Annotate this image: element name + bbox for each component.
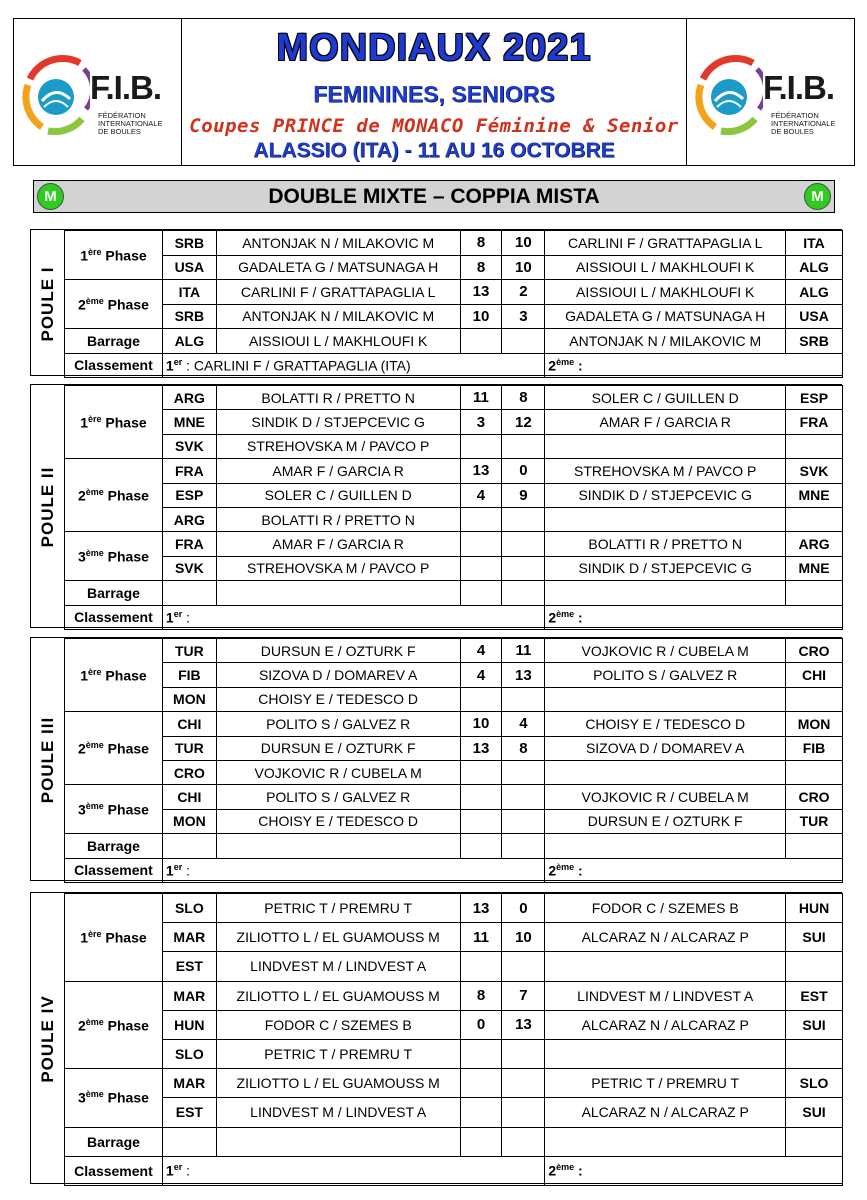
- phase-label: 1ère Phase: [65, 231, 163, 280]
- fib-emblem-icon: [20, 49, 90, 137]
- phase-label: 3ème Phase: [65, 1069, 163, 1127]
- team-1-players: ZILIOTTO L / EL GUAMOUSS M: [216, 923, 460, 952]
- pool-block: [30, 384, 842, 628]
- barrage-label: Barrage: [65, 329, 163, 354]
- team-2-players: AMAR F / GARCIA R: [545, 410, 786, 434]
- team-1-players: [216, 581, 460, 605]
- table-row: [65, 386, 843, 410]
- team-2-score: 10: [502, 923, 545, 952]
- team-1-score: [460, 532, 502, 556]
- table-row: [65, 280, 843, 305]
- team-1-country: ALG: [162, 329, 216, 354]
- team-1-players: POLITO S / GALVEZ R: [216, 712, 460, 736]
- event-title: DOUBLE MIXTE – COPPIA MISTA: [268, 185, 600, 208]
- team-1-score: [460, 1069, 502, 1098]
- second-place: 2ème :: [545, 353, 843, 378]
- team-2-score: 8: [502, 736, 545, 760]
- team-1-country: FRA: [162, 532, 216, 556]
- team-2-score: [502, 507, 545, 531]
- page-subtitle: FEMININES, SENIORS: [313, 81, 555, 107]
- table-row: [65, 255, 843, 280]
- team-2-score: [502, 556, 545, 580]
- team-1-country: SLO: [162, 1039, 216, 1068]
- team-1-country: [162, 581, 216, 605]
- team-1-score: 10: [460, 304, 502, 329]
- team-2-players: VOJKOVIC R / CUBELA M: [545, 785, 786, 809]
- team-1-players: VOJKOVIC R / CUBELA M: [216, 760, 460, 784]
- team-1-score: 4: [460, 483, 502, 507]
- team-1-players: POLITO S / GALVEZ R: [216, 785, 460, 809]
- team-2-players: GADALETA G / MATSUNAGA H: [545, 304, 786, 329]
- team-2-players: DURSUN E / OZTURK F: [545, 809, 786, 833]
- team-2-players: CHOISY E / TEDESCO D: [545, 712, 786, 736]
- team-2-country: [786, 952, 843, 981]
- team-2-score: 0: [502, 894, 545, 923]
- team-1-score: 13: [460, 736, 502, 760]
- table-row: [65, 231, 843, 256]
- team-2-score: 9: [502, 483, 545, 507]
- team-2-players: PETRIC T / PREMRU T: [545, 1069, 786, 1098]
- team-1-country: CHI: [162, 712, 216, 736]
- team-1-score: 8: [460, 981, 502, 1010]
- barrage-label: Barrage: [65, 581, 163, 605]
- team-2-score: 0: [502, 459, 545, 483]
- page-title: MONDIAUX 2021: [276, 27, 592, 69]
- team-2-players: POLITO S / GALVEZ R: [545, 663, 786, 687]
- team-1-score: 3: [460, 410, 502, 434]
- table-row: [65, 663, 843, 687]
- table-row: [65, 1039, 843, 1068]
- fib-logo: [20, 49, 180, 137]
- team-1-players: SIZOVA D / DOMAREV A: [216, 663, 460, 687]
- team-2-players: FODOR C / SZEMES B: [545, 894, 786, 923]
- table-row: [65, 1098, 843, 1127]
- team-1-country: HUN: [162, 1010, 216, 1039]
- team-2-score: [502, 329, 545, 354]
- team-1-country: ARG: [162, 507, 216, 531]
- team-1-country: TUR: [162, 736, 216, 760]
- cup-title: Coupes PRINCE de MONACO Féminine & Senior: [189, 115, 679, 137]
- team-2-score: [502, 687, 545, 711]
- team-1-players: [216, 834, 460, 858]
- team-2-players: SINDIK D / STJEPCEVIC G: [545, 556, 786, 580]
- team-2-players: SIZOVA D / DOMAREV A: [545, 736, 786, 760]
- team-2-country: MNE: [786, 556, 843, 580]
- team-1-players: CHOISY E / TEDESCO D: [216, 809, 460, 833]
- team-1-players: ZILIOTTO L / EL GUAMOUSS M: [216, 1069, 460, 1098]
- location-dates: ALASSIO (ITA) - 11 AU 16 OCTOBRE: [253, 139, 615, 162]
- team-2-players: [545, 434, 786, 458]
- team-2-country: ESP: [786, 386, 843, 410]
- team-2-country: CRO: [786, 785, 843, 809]
- team-2-country: TUR: [786, 809, 843, 833]
- team-1-players: BOLATTI R / PRETTO N: [216, 386, 460, 410]
- team-2-players: LINDVEST M / LINDVEST A: [545, 981, 786, 1010]
- team-1-country: [162, 1127, 216, 1156]
- team-2-players: CARLINI F / GRATTAPAGLIA L: [545, 231, 786, 256]
- pool-label: [31, 230, 64, 377]
- team-2-score: [502, 1098, 545, 1127]
- table-row: [65, 1069, 843, 1098]
- team-1-players: DURSUN E / OZTURK F: [216, 736, 460, 760]
- logo-subtext: FÉDÉRATION INTERNATIONALE DE BOULES: [771, 111, 836, 136]
- team-1-country: [162, 834, 216, 858]
- table-row: [65, 894, 843, 923]
- phase-label: 2ème Phase: [65, 712, 163, 785]
- team-2-players: SOLER C / GUILLEN D: [545, 386, 786, 410]
- team-2-score: 3: [502, 304, 545, 329]
- classement-label: Classement: [65, 353, 163, 378]
- team-2-score: 12: [502, 410, 545, 434]
- table-row: [65, 1010, 843, 1039]
- team-1-score: [460, 834, 502, 858]
- fib-logo: [693, 49, 853, 137]
- team-1-score: 11: [460, 386, 502, 410]
- team-2-country: CHI: [786, 663, 843, 687]
- phase-label: 3ème Phase: [65, 532, 163, 581]
- pool-name: POULE IV: [37, 995, 57, 1083]
- team-1-players: AMAR F / GARCIA R: [216, 459, 460, 483]
- table-row: [65, 923, 843, 952]
- classement-row: [65, 353, 843, 378]
- team-1-score: [460, 1098, 502, 1127]
- team-1-players: ANTONJAK N / MILAKOVIC M: [216, 304, 460, 329]
- team-1-country: EST: [162, 1098, 216, 1127]
- pool-table: [64, 230, 843, 378]
- team-2-score: [502, 434, 545, 458]
- team-2-players: ANTONJAK N / MILAKOVIC M: [545, 329, 786, 354]
- team-2-country: ALG: [786, 255, 843, 280]
- team-2-players: BOLATTI R / PRETTO N: [545, 532, 786, 556]
- team-1-players: BOLATTI R / PRETTO N: [216, 507, 460, 531]
- team-2-country: EST: [786, 981, 843, 1010]
- team-2-score: 4: [502, 712, 545, 736]
- team-2-country: ARG: [786, 532, 843, 556]
- team-1-country: EST: [162, 952, 216, 981]
- m-badge-left-icon: M: [37, 183, 64, 210]
- team-1-players: [216, 1127, 460, 1156]
- team-1-players: PETRIC T / PREMRU T: [216, 894, 460, 923]
- table-row: [65, 507, 843, 531]
- team-1-score: 10: [460, 712, 502, 736]
- table-row: [65, 639, 843, 663]
- team-1-country: SVK: [162, 434, 216, 458]
- table-row: [65, 687, 843, 711]
- first-place: 1er :: [162, 605, 544, 629]
- pool-table: [64, 893, 843, 1186]
- team-2-score: 10: [502, 255, 545, 280]
- team-1-players: FODOR C / SZEMES B: [216, 1010, 460, 1039]
- team-1-players: STREHOVSKA M / PAVCO P: [216, 556, 460, 580]
- table-row: [65, 581, 843, 605]
- team-1-players: LINDVEST M / LINDVEST A: [216, 1098, 460, 1127]
- phase-label: 3ème Phase: [65, 785, 163, 834]
- pool-block: [30, 892, 842, 1184]
- team-1-country: FIB: [162, 663, 216, 687]
- team-1-country: USA: [162, 255, 216, 280]
- team-1-score: [460, 434, 502, 458]
- team-1-score: [460, 581, 502, 605]
- team-2-players: [545, 507, 786, 531]
- team-1-players: AMAR F / GARCIA R: [216, 532, 460, 556]
- team-2-score: [502, 809, 545, 833]
- team-2-country: [786, 687, 843, 711]
- team-1-players: PETRIC T / PREMRU T: [216, 1039, 460, 1068]
- team-1-score: 11: [460, 923, 502, 952]
- pool-block: [30, 229, 842, 376]
- team-2-country: MNE: [786, 483, 843, 507]
- team-1-score: [460, 809, 502, 833]
- team-2-country: FRA: [786, 410, 843, 434]
- header-titles: [182, 19, 686, 165]
- team-1-score: 13: [460, 894, 502, 923]
- team-1-country: MON: [162, 687, 216, 711]
- team-2-country: [786, 760, 843, 784]
- classement-label: Classement: [65, 858, 163, 882]
- team-1-score: 8: [460, 231, 502, 256]
- team-1-country: MAR: [162, 981, 216, 1010]
- team-1-players: ANTONJAK N / MILAKOVIC M: [216, 231, 460, 256]
- team-1-players: AISSIOUI L / MAKHLOUFI K: [216, 329, 460, 354]
- team-2-country: SRB: [786, 329, 843, 354]
- fib-emblem-icon: [693, 49, 763, 137]
- table-row: [65, 459, 843, 483]
- event-banner: [33, 180, 835, 213]
- team-1-country: ESP: [162, 483, 216, 507]
- team-1-players: CARLINI F / GRATTAPAGLIA L: [216, 280, 460, 305]
- phase-label: 2ème Phase: [65, 459, 163, 532]
- table-row: [65, 712, 843, 736]
- phase-label: 1ère Phase: [65, 386, 163, 459]
- team-2-score: [502, 1039, 545, 1068]
- team-1-score: 8: [460, 255, 502, 280]
- pool-table: [64, 638, 843, 883]
- team-2-score: [502, 532, 545, 556]
- table-row: [65, 785, 843, 809]
- team-1-country: MAR: [162, 923, 216, 952]
- team-2-score: 13: [502, 1010, 545, 1039]
- team-1-country: ARG: [162, 386, 216, 410]
- team-2-country: SUI: [786, 923, 843, 952]
- table-row: [65, 532, 843, 556]
- classement-label: Classement: [65, 1156, 163, 1185]
- team-2-country: SUI: [786, 1098, 843, 1127]
- barrage-label: Barrage: [65, 834, 163, 858]
- pool-label: [31, 638, 64, 882]
- classement-row: [65, 1156, 843, 1185]
- team-2-country: [786, 434, 843, 458]
- team-2-players: ALCARAZ N / ALCARAZ P: [545, 1010, 786, 1039]
- pool-name: POULE III: [37, 716, 57, 804]
- table-row: [65, 410, 843, 434]
- team-2-country: SLO: [786, 1069, 843, 1098]
- team-2-players: [545, 687, 786, 711]
- team-1-players: SOLER C / GUILLEN D: [216, 483, 460, 507]
- team-2-players: ALCARAZ N / ALCARAZ P: [545, 1098, 786, 1127]
- classement-row: [65, 858, 843, 882]
- team-2-players: AISSIOUI L / MAKHLOUFI K: [545, 280, 786, 305]
- pool-block: [30, 637, 842, 881]
- team-2-country: FIB: [786, 736, 843, 760]
- team-1-country: CHI: [162, 785, 216, 809]
- header-logo-left: [14, 19, 182, 165]
- table-row: [65, 760, 843, 784]
- team-2-score: 2: [502, 280, 545, 305]
- table-row: [65, 434, 843, 458]
- second-place: 2ème :: [545, 605, 843, 629]
- team-1-players: LINDVEST M / LINDVEST A: [216, 952, 460, 981]
- team-1-score: 13: [460, 459, 502, 483]
- team-2-country: ALG: [786, 280, 843, 305]
- team-2-score: [502, 834, 545, 858]
- team-2-players: SINDIK D / STJEPCEVIC G: [545, 483, 786, 507]
- team-1-score: [460, 556, 502, 580]
- team-2-country: CRO: [786, 639, 843, 663]
- table-row: [65, 304, 843, 329]
- team-1-country: SLO: [162, 894, 216, 923]
- team-2-score: [502, 952, 545, 981]
- team-2-players: [545, 952, 786, 981]
- table-row: [65, 809, 843, 833]
- team-2-score: 7: [502, 981, 545, 1010]
- team-2-players: [545, 760, 786, 784]
- team-2-country: ITA: [786, 231, 843, 256]
- team-2-country: [786, 834, 843, 858]
- pool-name: POULE I: [37, 265, 57, 342]
- team-1-players: CHOISY E / TEDESCO D: [216, 687, 460, 711]
- team-2-players: [545, 581, 786, 605]
- team-2-score: 8: [502, 386, 545, 410]
- team-1-players: SINDIK D / STJEPCEVIC G: [216, 410, 460, 434]
- team-1-score: [460, 785, 502, 809]
- team-1-country: CRO: [162, 760, 216, 784]
- second-place: 2ème :: [545, 1156, 843, 1185]
- team-2-score: [502, 581, 545, 605]
- team-2-players: [545, 1127, 786, 1156]
- pool-label: [31, 385, 64, 629]
- table-row: [65, 834, 843, 858]
- team-1-players: STREHOVSKA M / PAVCO P: [216, 434, 460, 458]
- team-1-players: DURSUN E / OZTURK F: [216, 639, 460, 663]
- phase-label: 1ère Phase: [65, 639, 163, 712]
- team-1-country: TUR: [162, 639, 216, 663]
- team-2-players: [545, 834, 786, 858]
- team-1-country: ITA: [162, 280, 216, 305]
- team-1-score: 4: [460, 663, 502, 687]
- team-1-score: [460, 329, 502, 354]
- classement-label: Classement: [65, 605, 163, 629]
- first-place: 1er :: [162, 858, 544, 882]
- team-2-players: STREHOVSKA M / PAVCO P: [545, 459, 786, 483]
- classement-row: [65, 605, 843, 629]
- team-2-country: [786, 507, 843, 531]
- second-place: 2ème :: [545, 858, 843, 882]
- team-1-country: MON: [162, 809, 216, 833]
- team-2-score: 10: [502, 231, 545, 256]
- team-2-score: [502, 760, 545, 784]
- table-row: [65, 736, 843, 760]
- document-header: [13, 18, 855, 166]
- team-1-players: GADALETA G / MATSUNAGA H: [216, 255, 460, 280]
- logo-subtext: FÉDÉRATION INTERNATIONALE DE BOULES: [98, 111, 163, 136]
- team-2-score: [502, 1127, 545, 1156]
- pool-name: POULE II: [37, 466, 57, 548]
- team-2-country: SUI: [786, 1010, 843, 1039]
- table-row: [65, 952, 843, 981]
- team-1-players: ZILIOTTO L / EL GUAMOUSS M: [216, 981, 460, 1010]
- logo-text: F.I.B.: [90, 69, 162, 106]
- table-row: [65, 329, 843, 354]
- table-row: [65, 981, 843, 1010]
- team-2-score: 13: [502, 663, 545, 687]
- team-1-score: [460, 687, 502, 711]
- team-2-country: MON: [786, 712, 843, 736]
- barrage-label: Barrage: [65, 1127, 163, 1156]
- team-1-country: SRB: [162, 231, 216, 256]
- team-2-players: AISSIOUI L / MAKHLOUFI K: [545, 255, 786, 280]
- team-1-score: [460, 507, 502, 531]
- team-2-country: [786, 581, 843, 605]
- pool-table: [64, 385, 843, 630]
- team-1-country: SRB: [162, 304, 216, 329]
- team-1-score: 0: [460, 1010, 502, 1039]
- team-1-country: SVK: [162, 556, 216, 580]
- phase-label: 2ème Phase: [65, 981, 163, 1069]
- team-1-country: MNE: [162, 410, 216, 434]
- logo-text: F.I.B.: [763, 69, 835, 106]
- table-row: [65, 556, 843, 580]
- header-logo-right: [686, 19, 854, 165]
- team-1-score: [460, 1127, 502, 1156]
- team-1-score: 13: [460, 280, 502, 305]
- team-2-players: [545, 1039, 786, 1068]
- team-1-score: 4: [460, 639, 502, 663]
- team-2-players: ALCARAZ N / ALCARAZ P: [545, 923, 786, 952]
- team-2-country: SVK: [786, 459, 843, 483]
- team-1-country: FRA: [162, 459, 216, 483]
- team-2-score: 11: [502, 639, 545, 663]
- team-2-country: HUN: [786, 894, 843, 923]
- first-place: 1er :: [162, 1156, 544, 1185]
- m-badge-right-icon: M: [804, 183, 831, 210]
- table-row: [65, 483, 843, 507]
- team-1-score: [460, 760, 502, 784]
- team-2-score: [502, 1069, 545, 1098]
- first-place: 1er : CARLINI F / GRATTAPAGLIA (ITA): [162, 353, 544, 378]
- team-1-score: [460, 952, 502, 981]
- table-row: [65, 1127, 843, 1156]
- phase-label: 2ème Phase: [65, 280, 163, 329]
- team-2-country: [786, 1039, 843, 1068]
- team-2-country: USA: [786, 304, 843, 329]
- team-2-players: VOJKOVIC R / CUBELA M: [545, 639, 786, 663]
- team-1-score: [460, 1039, 502, 1068]
- phase-label: 1ère Phase: [65, 894, 163, 982]
- pool-label: [31, 893, 64, 1185]
- team-1-country: MAR: [162, 1069, 216, 1098]
- team-2-country: [786, 1127, 843, 1156]
- team-2-score: [502, 785, 545, 809]
